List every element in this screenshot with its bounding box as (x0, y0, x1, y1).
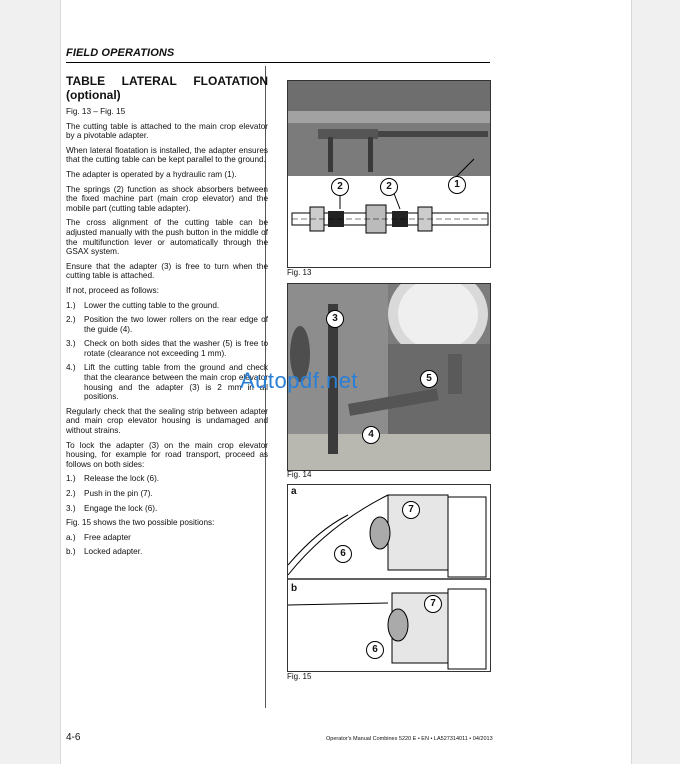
step-text: Locked adapter. (84, 547, 143, 557)
step-number: 3.) (66, 503, 76, 513)
step-number: 2.) (66, 489, 76, 498)
step-text: Check on both sides that the washer (5) is free to rotate (clearance not exceeding 1 mm). (84, 339, 268, 358)
panel-label-b: b (291, 583, 298, 594)
step-number: 2.) (66, 315, 76, 325)
fig15-caption: Fig. 15 (287, 672, 312, 681)
paragraph: The springs (2) function as shock absorbers between the fixed machine part (main crop elevator) and the mobile part (cutting table adapter). (66, 184, 268, 213)
fig14-caption: Fig. 14 (287, 470, 312, 479)
paragraph: The cutting table is attached to the main crop elevator by a pivotable adapter. (66, 121, 268, 141)
text-column (66, 74, 268, 562)
step-item (66, 474, 268, 484)
step-item (66, 339, 268, 358)
watermark: Autopdf.net (240, 368, 359, 393)
fig15-image (288, 485, 490, 671)
step-text: Free adapter (84, 532, 131, 542)
step-number: b.) (66, 547, 76, 557)
step-item (66, 489, 268, 499)
step-item (66, 504, 268, 514)
paragraph: If not, proceed as follows: (66, 285, 159, 295)
paragraph: The adapter is operated by a hydraulic ram (1). (66, 169, 237, 179)
paragraph: When lateral floatation is installed, the adapter ensures that the cutting table can be kept parallel to the ground. (66, 145, 268, 165)
callout: 7 (402, 501, 420, 519)
paragraph: Ensure that the adapter (3) is free to turn when the cutting table is attached. (66, 261, 268, 281)
paragraph: Fig. 15 shows the two possible positions: (66, 518, 215, 528)
fig-reference: Fig. 13 – Fig. 15 (66, 107, 126, 116)
callout: 6 (366, 641, 384, 659)
paragraph: The cross alignment of the cutting table can be adjusted manually with the push button in the middle of the multifunction lever or automatically through the GSAX system. (66, 218, 268, 257)
header-title: FIELD OPERATIONS (66, 47, 175, 59)
step-number: 3.) (66, 339, 76, 349)
paragraph: Regularly check that the sealing strip between adapter and main crop elevator housing is undamaged and without strains. (66, 406, 268, 436)
step-text: Lower the cutting table to the ground. (84, 300, 220, 310)
step-item (66, 363, 268, 401)
callout: 4 (362, 426, 380, 444)
section-title (66, 74, 268, 102)
callout: 1 (448, 176, 466, 194)
page-number: 4-6 (66, 732, 81, 743)
callout: 2 (380, 178, 398, 196)
page-header (66, 46, 490, 63)
step-item (66, 315, 268, 334)
title-word: FLOATATION (193, 74, 268, 88)
footer-doc-info: Operator's Manual Combines 5220 E • EN • LA527314011 • 04/2013 (326, 736, 493, 742)
figure-13 (287, 80, 491, 268)
step-text: Push in the pin (7). (84, 489, 153, 498)
step-text: Position the two lower rollers on the rear edge of the guide (4). (84, 315, 268, 334)
title-word: TABLE (66, 74, 106, 88)
step-item (66, 301, 268, 311)
step-item (66, 547, 268, 557)
callout: 3 (326, 310, 344, 328)
step-number: 4.) (66, 363, 76, 373)
callout: 5 (420, 370, 438, 388)
step-text: Lift the cutting table from the ground and check that the clearance between the main crop elevator housing and the adapter (3) is 2 mm in all positions. (84, 363, 268, 402)
step-text: Release the lock (6). (84, 474, 160, 484)
step-text: Engage the lock (6). (84, 503, 158, 513)
title-line2: (optional) (66, 88, 121, 102)
step-number: 1.) (66, 300, 76, 310)
callout: 6 (334, 545, 352, 563)
title-word: LATERAL (121, 74, 177, 88)
panel-label-a: a (291, 486, 297, 497)
step-number: a.) (66, 532, 76, 542)
fig13-caption: Fig. 13 (287, 268, 312, 277)
callout: 7 (424, 595, 442, 613)
paragraph: To lock the adapter (3) on the main crop elevator housing, for example for road transport, proceed as follows on both sides: (66, 440, 268, 469)
step-item (66, 533, 268, 543)
figure-15 (287, 484, 491, 672)
callout: 2 (331, 178, 349, 196)
step-number: 1.) (66, 474, 76, 484)
fig13-image (288, 81, 490, 267)
